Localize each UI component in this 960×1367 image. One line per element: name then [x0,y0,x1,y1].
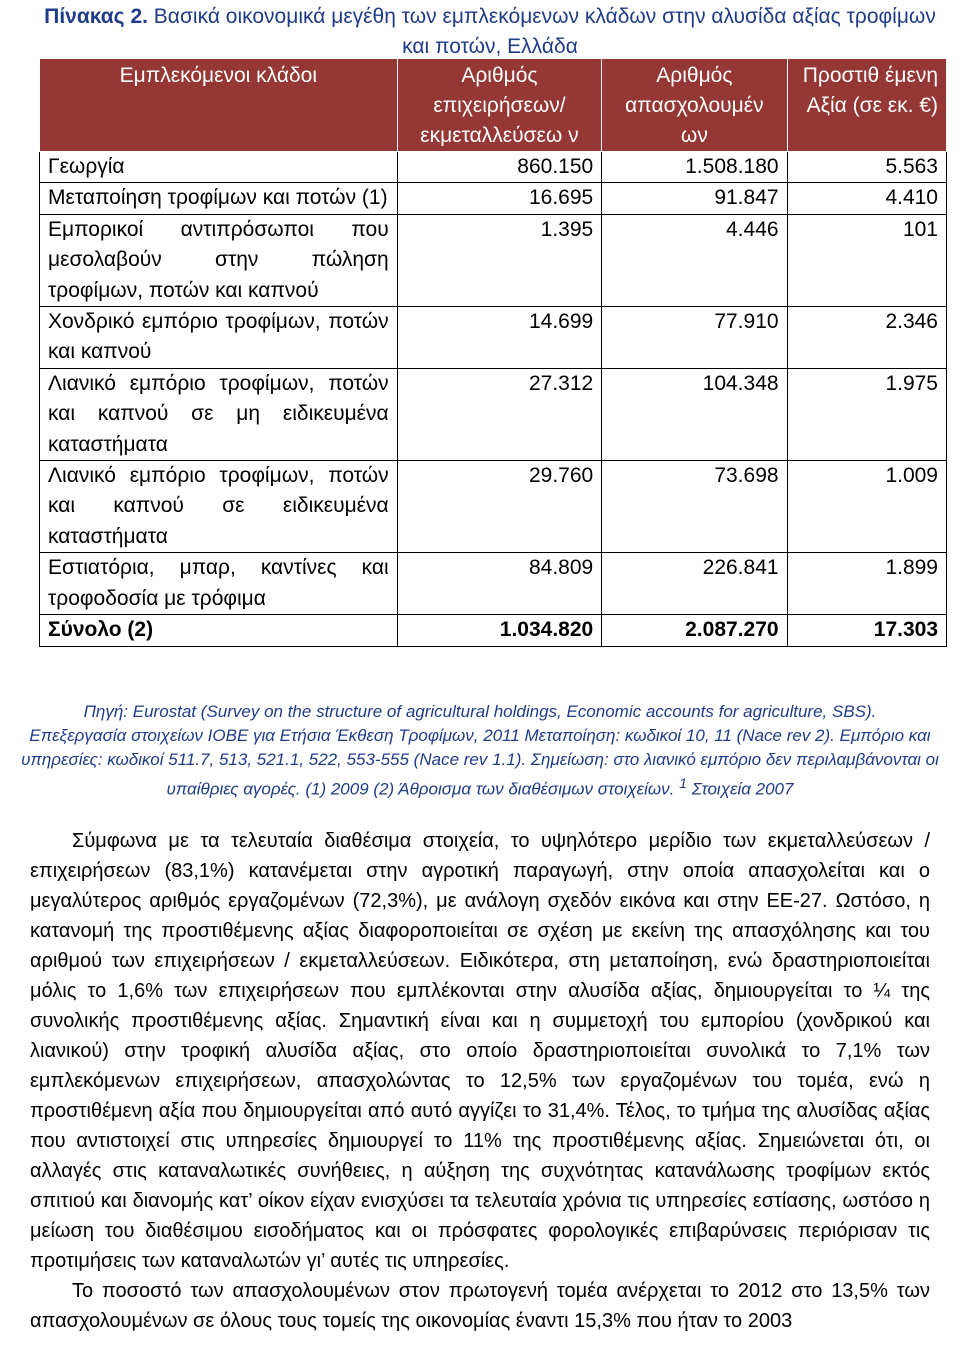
row-enterprises: 29.760 [397,461,602,553]
header-employed: Αριθμός απασχολουμέν ων [602,59,787,152]
source-line: Πηγή: Eurostat (Survey on the structure of agricultural holdings, Economic accounts for agriculture, SBS). [83,702,877,721]
source-details [0,724,960,802]
total-sector: Σύνολο (2) [40,615,398,646]
row-sector: Λιανικό εμπόριο τροφίμων, ποτών και καπνού σε ειδικευμένα καταστήματα [40,461,398,553]
table-caption [40,2,940,62]
row-gva: 101 [787,214,946,306]
row-gva: 5.563 [787,152,946,183]
row-sector: Εστιατόρια, μπαρ, καντίνες και τροφοδοσία με τρόφιμα [40,553,398,615]
footnote-text: Στοιχεία 2007 [691,779,794,799]
table-row [40,461,947,553]
header-sector: Εμπλεκόμενοι κλάδοι [40,59,398,152]
table-source-note [0,700,960,802]
row-gva: 1.009 [787,461,946,553]
table-header-row [40,59,947,152]
row-employed: 104.348 [602,368,787,460]
body-text [30,826,930,1336]
row-employed: 226.841 [602,553,787,615]
row-enterprises: 27.312 [397,368,602,460]
table-row [40,183,947,214]
row-enterprises: 1.395 [397,214,602,306]
caption-label: Πίνακας 2. [44,5,148,28]
row-gva: 1.975 [787,368,946,460]
row-employed: 4.446 [602,214,787,306]
total-gva: 17.303 [787,615,946,646]
table-row [40,553,947,615]
row-sector: Λιανικό εμπόριο τροφίμων, ποτών και καπνού σε μη ειδικευμένα καταστήματα [40,368,398,460]
row-gva: 4.410 [787,183,946,214]
total-employed: 2.087.270 [602,615,787,646]
row-enterprises: 16.695 [397,183,602,214]
row-sector: Γεωργία [40,152,398,183]
row-employed: 91.847 [602,183,787,214]
header-enterprises: Αριθμός επιχειρήσεων/ εκμεταλλεύσεω ν [397,59,602,152]
table-row [40,214,947,306]
row-employed: 1.508.180 [602,152,787,183]
table-row [40,307,947,369]
row-employed: 73.698 [602,461,787,553]
row-gva: 2.346 [787,307,946,369]
table-row [40,368,947,460]
row-gva: 1.899 [787,553,946,615]
sector-table [39,58,947,647]
source-details-text: Επεξεργασία στοιχείων ΙΟΒΕ για Ετήσια Έκθεση Τροφίμων, 2011 Μεταποίηση: κωδικοί 10, 11 (Nace rev 2). Εμπόριο και υπηρεσίες: κωδικοί 511.7, 513, 521.1, 522, 553-555 (Nace rev 1.1). Σημείωση: στο λιανικό εμπόριο δεν περιλαμβάνονται οι υπαίθριες αγορές. (1) 2009 (2) Άθροισμα των διαθέσιμων στοιχείων. [21,726,939,799]
paragraph: Σύμφωνα με τα τελευταία διαθέσιμα στοιχεία, το υψηλότερο μερίδιο των εκμεταλλεύσεων / επιχειρήσεων (83,1%) κατανέμεται στην αγροτική παραγωγή, στην οποία απασχολείται και ο μεγαλύτερος αριθμός εργαζομένων (72,3%), με ανάλογη σχεδόν εικόνα και στην ΕΕ-27. Ωστόσο, η κατανομή της προστιθέμενης αξίας διαφοροποιείται σε σχέση με εκείνη της απασχόλησης και του αριθμού των επιχειρήσεων / εκμεταλλεύσεων. Ειδικότερα, στη μεταποίηση, ενώ δραστηριοποιείται μόλις το 1,6% των επιχειρήσεων που εμπλέκονται στην αλυσίδα αξίας, δημιουργείται το ¼ της συνολικής προστιθέμενης αξίας. Σημαντική είναι και η συμμετοχή του εμπορίου (χονδρικού και λιανικού) στην τροφική αλυσίδα αξίας, στο οποίο δραστηριοποιείται συνολικά το 7,1% των εμπλεκόμενων επιχειρήσεων, απασχολώντας το 12,5% των εργαζομένων του τομέα, ενώ η προστιθέμενη αξία που δημιουργείται από αυτό αγγίζει το 31,4%. Τέλος, το τμήμα της αλυσίδας αξίας που αντιστοιχεί στις υπηρεσίες δημιουργεί το 11% της προστιθέμενης αξίας. Σημειώνεται ότι, οι αλλαγές στις καταναλωτικές συνήθειες, η αύξηση της συχνότητας κατανάλωσης τροφίμων εκτός σπιτιού και διανομής κατ’ οίκον είχαν ενισχύσει τα τελευταία χρόνια τις υπηρεσίες εστίασης, ωστόσο η μείωση του διαθέσιμου εισοδήματος και οι πρόσφατες φορολογικές επιβαρύνσεις περιόρισαν τις προτιμήσεις των καταναλωτών γι’ αυτές τις υπηρεσίες. [30,830,930,1272]
row-sector: Χονδρικό εμπόριο τροφίμων, ποτών και καπνού [40,307,398,369]
caption-text: Βασικά οικονομικά μεγέθη των εμπλεκόμενων κλάδων στην αλυσίδα αξίας τροφίμων και ποτών, Ελλάδα [153,5,936,58]
row-sector: Μεταποίηση τροφίμων και ποτών (1) [40,183,398,214]
row-enterprises: 14.699 [397,307,602,369]
paragraph: Το ποσοστό των απασχολουμένων στον πρωτογενή τομέα ανέρχεται το 2012 στο 13,5% των απασχολουμένων σε όλους τους τομείς της οικονομίας έναντι 15,3% που ήταν το 2003 [30,1280,930,1332]
footnote-mark: 1 [679,776,687,792]
row-employed: 77.910 [602,307,787,369]
header-gva: Προστιθ έμενη Αξία (σε εκ. €) [787,59,946,152]
row-sector: Εμπορικοί αντιπρόσωποι που μεσολαβούν στην πώληση τροφίμων, ποτών και καπνού [40,214,398,306]
row-enterprises: 860.150 [397,152,602,183]
row-enterprises: 84.809 [397,553,602,615]
table-total-row [40,615,947,646]
table-row [40,152,947,183]
total-enterprises: 1.034.820 [397,615,602,646]
